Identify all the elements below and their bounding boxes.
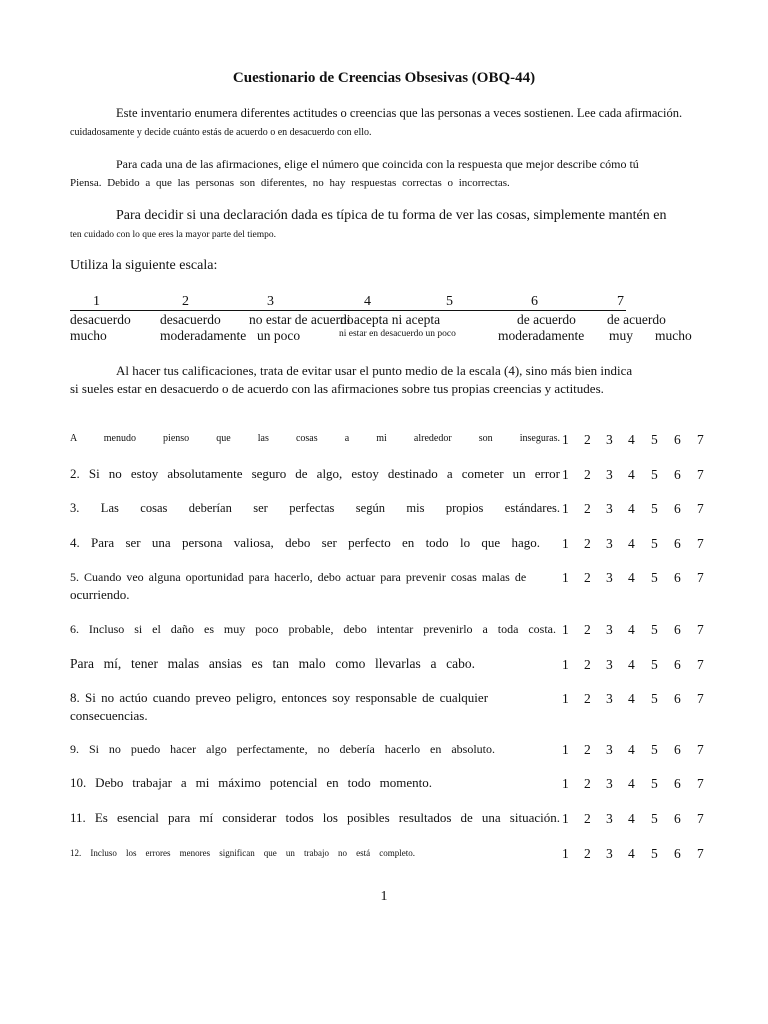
item-6-option-7[interactable]: 7 bbox=[697, 622, 704, 637]
item-3-option-7[interactable]: 7 bbox=[697, 501, 704, 516]
item-8-option-7[interactable]: 7 bbox=[697, 691, 704, 706]
item-2-response-scale bbox=[557, 467, 717, 485]
item-3-option-6[interactable]: 6 bbox=[674, 501, 681, 516]
intro-p1-line2: cuidadosamente y decide cuánto estás de acuerdo o en desacuerdo con ello. bbox=[70, 127, 372, 138]
item-7-option-2[interactable]: 2 bbox=[584, 657, 591, 672]
item-5-option-3[interactable]: 3 bbox=[606, 570, 613, 585]
item-6-option-4[interactable]: 4 bbox=[628, 622, 635, 637]
item-10-option-6[interactable]: 6 bbox=[674, 776, 681, 791]
item-1-option-1[interactable]: 1 bbox=[562, 432, 569, 447]
item-12-text: 12. Incluso los errores menores significan que un trabajo no está completo. bbox=[70, 848, 415, 858]
item-12-option-5[interactable]: 5 bbox=[651, 846, 658, 861]
item-4-option-7[interactable]: 7 bbox=[697, 536, 704, 551]
item-1-option-2[interactable]: 2 bbox=[584, 432, 591, 447]
item-2-text: 2. Si no estoy absolutamente seguro de algo, estoy destinado a cometer un error bbox=[70, 466, 560, 481]
item-7-option-1[interactable]: 1 bbox=[562, 657, 569, 672]
item-10-response-scale bbox=[557, 776, 717, 794]
item-3-response-scale bbox=[557, 501, 717, 519]
item-10-option-7[interactable]: 7 bbox=[697, 776, 704, 791]
page-title: Cuestionario de Creencias Obsesivas (OBQ-44) bbox=[232, 70, 536, 86]
item-8-line1: 8. Si no actúo cuando preveo peligro, entonces soy responsable de cualquier bbox=[70, 690, 489, 705]
item-7-option-7[interactable]: 7 bbox=[697, 657, 704, 672]
item-11-option-5[interactable]: 5 bbox=[651, 811, 658, 826]
item-1-option-3[interactable]: 3 bbox=[606, 432, 613, 447]
item-5-line2: ocurriendo. bbox=[70, 587, 130, 602]
item-8-text bbox=[70, 689, 525, 725]
item-2-option-1[interactable]: 1 bbox=[562, 467, 569, 482]
item-12-option-1[interactable]: 1 bbox=[562, 846, 569, 861]
item-4-option-6[interactable]: 6 bbox=[674, 536, 681, 551]
intro-p3-line2: ten cuidado con lo que eres la mayor parte del tiempo. bbox=[70, 230, 277, 240]
item-10-option-1[interactable]: 1 bbox=[562, 776, 569, 791]
item-4-option-3[interactable]: 3 bbox=[606, 536, 613, 551]
item-1-option-5[interactable]: 5 bbox=[651, 432, 658, 447]
item-4-text: 4. Para ser una persona valiosa, debo ser perfecto en todo lo que hago. bbox=[70, 535, 540, 550]
scale-label-2b: moderadamente bbox=[160, 328, 247, 343]
item-8-option-2[interactable]: 2 bbox=[584, 691, 591, 706]
item-11-option-1[interactable]: 1 bbox=[562, 811, 569, 826]
scale-label-7a: de acuerdo bbox=[607, 312, 666, 327]
item-1-response-scale bbox=[557, 432, 717, 450]
item-12-response-scale bbox=[557, 846, 717, 864]
scale-label-4b: ni estar en desacuerdo un poco bbox=[339, 329, 456, 339]
item-9-option-1[interactable]: 1 bbox=[562, 742, 569, 757]
item-11-option-6[interactable]: 6 bbox=[674, 811, 681, 826]
item-11-option-2[interactable]: 2 bbox=[584, 811, 591, 826]
scale-divider bbox=[70, 310, 626, 311]
item-11-option-4[interactable]: 4 bbox=[628, 811, 635, 826]
item-6-option-1[interactable]: 1 bbox=[562, 622, 569, 637]
scale-number-7: 7 bbox=[617, 294, 624, 309]
intro-paragraph-2 bbox=[70, 155, 720, 192]
item-7-text: Para mí, tener malas ansias es tan malo como llevarlas a cabo. bbox=[70, 656, 475, 671]
scale-label-4a: ni acepta ni acepta bbox=[340, 312, 441, 327]
item-6-option-6[interactable]: 6 bbox=[674, 622, 681, 637]
item-5-option-2[interactable]: 2 bbox=[584, 570, 591, 585]
item-6-option-2[interactable]: 2 bbox=[584, 622, 591, 637]
item-7-option-5[interactable]: 5 bbox=[651, 657, 658, 672]
item-7-option-6[interactable]: 6 bbox=[674, 657, 681, 672]
item-9-option-4[interactable]: 4 bbox=[628, 742, 635, 757]
item-9-option-2[interactable]: 2 bbox=[584, 742, 591, 757]
instructions bbox=[70, 362, 720, 398]
item-1-option-6[interactable]: 6 bbox=[674, 432, 681, 447]
item-2-option-2[interactable]: 2 bbox=[584, 467, 591, 482]
item-5-line1: 5. Cuando veo alguna oportunidad para hacerlo, debo actuar para prevenir cosas malas de bbox=[70, 570, 527, 584]
item-2-option-5[interactable]: 5 bbox=[651, 467, 658, 482]
item-2-option-4[interactable]: 4 bbox=[628, 467, 635, 482]
item-11-option-3[interactable]: 3 bbox=[606, 811, 613, 826]
item-10-option-4[interactable]: 4 bbox=[628, 776, 635, 791]
item-8-option-1[interactable]: 1 bbox=[562, 691, 569, 706]
item-5-response-scale bbox=[557, 570, 717, 588]
item-3-option-1[interactable]: 1 bbox=[562, 501, 569, 516]
item-7-response-scale bbox=[557, 657, 717, 675]
item-2-option-3[interactable]: 3 bbox=[606, 467, 613, 482]
item-3-option-2[interactable]: 2 bbox=[584, 501, 591, 516]
item-7-option-4[interactable]: 4 bbox=[628, 657, 635, 672]
scale-label-6b: moderadamente bbox=[498, 328, 585, 343]
item-1-option-7[interactable]: 7 bbox=[697, 432, 704, 447]
item-6-text: 6. Incluso si el daño es muy poco probable, debo intentar prevenirlo a toda costa. bbox=[70, 622, 556, 636]
scale-number-5: 5 bbox=[446, 294, 453, 309]
scale-number-4: 4 bbox=[364, 294, 371, 309]
item-5-option-7[interactable]: 7 bbox=[697, 570, 704, 585]
item-9-response-scale bbox=[557, 742, 717, 760]
item-11-response-scale bbox=[557, 811, 717, 829]
item-8-option-3[interactable]: 3 bbox=[606, 691, 613, 706]
item-2-option-6[interactable]: 6 bbox=[674, 467, 681, 482]
item-5-option-4[interactable]: 4 bbox=[628, 570, 635, 585]
item-3-option-3[interactable]: 3 bbox=[606, 501, 613, 516]
item-8-response-scale bbox=[557, 691, 717, 709]
intro-paragraph-1 bbox=[70, 104, 720, 142]
item-2-option-7[interactable]: 7 bbox=[697, 467, 704, 482]
item-3-text: 3. Las cosas deberían ser perfectas según mis propios estándares. bbox=[70, 501, 560, 515]
item-4-response-scale bbox=[557, 536, 717, 554]
scale-number-1: 1 bbox=[93, 294, 100, 309]
item-5-option-1[interactable]: 1 bbox=[562, 570, 569, 585]
item-8-option-4[interactable]: 4 bbox=[628, 691, 635, 706]
item-9-option-3[interactable]: 3 bbox=[606, 742, 613, 757]
item-8-option-6[interactable]: 6 bbox=[674, 691, 681, 706]
item-5-text bbox=[70, 568, 560, 604]
item-1-option-4[interactable]: 4 bbox=[628, 432, 635, 447]
item-12-option-4[interactable]: 4 bbox=[628, 846, 635, 861]
intro-p1-line1: Este inventario enumera diferentes actitudes o creencias que las personas a veces sostienen. Lee cada afirmación. bbox=[116, 106, 683, 120]
item-7-option-3[interactable]: 3 bbox=[606, 657, 613, 672]
item-8-line2: consecuencias. bbox=[70, 708, 148, 723]
scale-label-7b: muy bbox=[609, 328, 634, 343]
item-4-option-2[interactable]: 2 bbox=[584, 536, 591, 551]
scale-label-1b: mucho bbox=[70, 328, 107, 343]
scale-intro: Utiliza la siguiente escala: bbox=[70, 258, 218, 273]
item-6-option-5[interactable]: 5 bbox=[651, 622, 658, 637]
item-3-option-4[interactable]: 4 bbox=[628, 501, 635, 516]
item-1-text: A menudo pienso que las cosas a mi alrededor son inseguras. bbox=[70, 433, 560, 444]
item-6-response-scale bbox=[557, 622, 717, 640]
item-4-option-5[interactable]: 5 bbox=[651, 536, 658, 551]
item-5-option-5[interactable]: 5 bbox=[651, 570, 658, 585]
scale-label-2a: desacuerdo bbox=[160, 312, 221, 327]
item-8-option-5[interactable]: 5 bbox=[651, 691, 658, 706]
item-12-option-2[interactable]: 2 bbox=[584, 846, 591, 861]
item-4-option-4[interactable]: 4 bbox=[628, 536, 635, 551]
scale-number-6: 6 bbox=[531, 294, 538, 309]
item-9-option-7[interactable]: 7 bbox=[697, 742, 704, 757]
scale-label-3b: un poco bbox=[257, 328, 301, 343]
scale-number-3: 3 bbox=[267, 294, 274, 309]
item-11-text: 11. Es esencial para mí considerar todos los posibles resultados de una situación. bbox=[70, 810, 560, 825]
item-6-option-3[interactable]: 3 bbox=[606, 622, 613, 637]
intro-p3-line1: Para decidir si una declaración dada es típica de tu forma de ver las cosas, simplemente mantén en bbox=[116, 208, 667, 223]
item-9-option-5[interactable]: 5 bbox=[651, 742, 658, 757]
instructions-line2: si sueles estar en desacuerdo o de acuerdo con las afirmaciones sobre tus propias creencias y actitudes. bbox=[70, 381, 604, 396]
intro-p2-line2: Piensa. Debido a que las personas son diferentes, no hay respuestas correctas o incorrectas. bbox=[70, 177, 510, 189]
page-number: 1 bbox=[380, 889, 388, 904]
scale-label-6a: de acuerdo bbox=[517, 312, 576, 327]
item-5-option-6[interactable]: 6 bbox=[674, 570, 681, 585]
item-10-option-2[interactable]: 2 bbox=[584, 776, 591, 791]
scale-label-1a: desacuerdo bbox=[70, 312, 131, 327]
intro-paragraph-3 bbox=[70, 207, 720, 244]
item-12-option-7[interactable]: 7 bbox=[697, 846, 704, 861]
item-9-text: 9. Si no puedo hacer algo perfectamente, no debería hacerlo en absoluto. bbox=[70, 742, 495, 756]
item-10-option-3[interactable]: 3 bbox=[606, 776, 613, 791]
item-11-option-7[interactable]: 7 bbox=[697, 811, 704, 826]
scale-number-2: 2 bbox=[182, 294, 189, 309]
instructions-line1: Al hacer tus calificaciones, trata de evitar usar el punto medio de la escala (4), sino más bien indica bbox=[116, 363, 633, 378]
item-10-option-5[interactable]: 5 bbox=[651, 776, 658, 791]
scale-label-3a: no estar de acuerdo bbox=[249, 312, 354, 327]
item-12-option-6[interactable]: 6 bbox=[674, 846, 681, 861]
item-4-option-1[interactable]: 1 bbox=[562, 536, 569, 551]
item-12-option-3[interactable]: 3 bbox=[606, 846, 613, 861]
item-3-option-5[interactable]: 5 bbox=[651, 501, 658, 516]
item-9-option-6[interactable]: 6 bbox=[674, 742, 681, 757]
item-10-text: 10. Debo trabajar a mi máximo potencial en todo momento. bbox=[70, 775, 432, 790]
intro-p2-line1: Para cada una de las afirmaciones, elige el número que coincida con la respuesta que mejor describe cómo tú bbox=[116, 157, 639, 171]
scale-label-7c: mucho bbox=[655, 328, 692, 343]
